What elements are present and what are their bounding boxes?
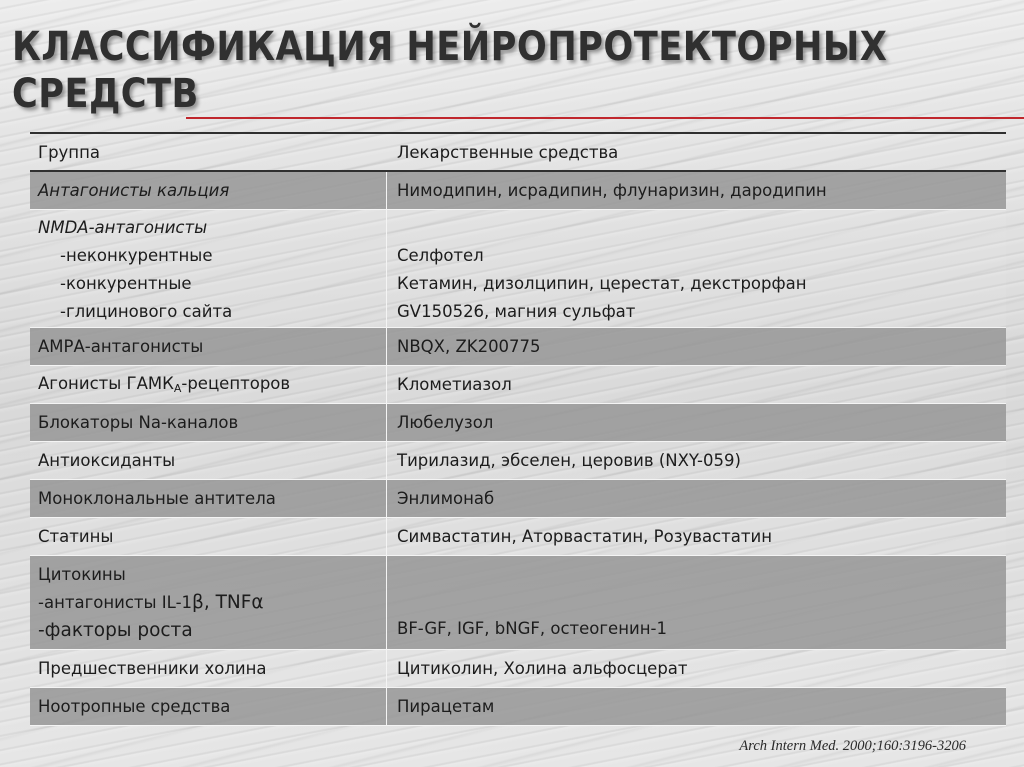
drugs-cell: Тирилазид, эбселен, церовив (NXY-059) bbox=[397, 451, 741, 470]
drugs-cell: NBQX, ZK200775 bbox=[397, 337, 541, 356]
group-subtype: -глицинового сайта bbox=[60, 302, 233, 321]
slide-title-line-2: СРЕДСТВ bbox=[12, 71, 199, 117]
group-cell: Агонисты $ГАМК_А$-рецепторов bbox=[38, 374, 291, 395]
table-row bbox=[30, 556, 1006, 650]
drugs-cell: Пирацетам bbox=[397, 697, 495, 716]
table-row bbox=[30, 366, 1006, 404]
group-cell: Статины bbox=[38, 527, 114, 546]
table-row bbox=[30, 210, 1006, 328]
group-subtype: -неконкурентные bbox=[60, 246, 213, 265]
group-subtype: -антагонисты IL-1β, TNFα bbox=[38, 592, 264, 613]
group-cell: Цитокины bbox=[38, 565, 126, 584]
table-row bbox=[30, 404, 1006, 442]
drugs-cell: BF-GF, IGF, bNGF, остеогенин-1 bbox=[397, 619, 667, 638]
column-header-group: Группа bbox=[38, 142, 100, 162]
slide-title bbox=[12, 24, 892, 118]
table-row bbox=[30, 688, 1006, 726]
drugs-cell: Клометиазол bbox=[397, 375, 512, 394]
drugs-cell: Симвастатин, Аторвастатин, Розувастатин bbox=[397, 527, 772, 546]
group-subtype: -факторы роста bbox=[38, 620, 193, 641]
table-row bbox=[30, 442, 1006, 480]
drugs-cell: Кетамин, дизолципин, церестат, декстрорфан bbox=[397, 274, 807, 293]
drugs-cell: Селфотел bbox=[397, 246, 484, 265]
title-accent-rule bbox=[186, 117, 1024, 119]
classification-table bbox=[30, 132, 1006, 726]
drugs-cell: GV150526, магния сульфат bbox=[397, 302, 636, 321]
drugs-cell: Любелузол bbox=[397, 413, 494, 432]
table-row bbox=[30, 518, 1006, 556]
table-row bbox=[30, 328, 1006, 366]
drugs-cell: Цитиколин, Холина альфосцерат bbox=[397, 659, 688, 678]
table-row bbox=[30, 650, 1006, 688]
table-row bbox=[30, 172, 1006, 210]
slide-title-line-1: КЛАССИФИКАЦИЯ НЕЙРОПРОТЕКТОРНЫХ bbox=[12, 24, 888, 70]
citation: Arch Intern Med. 2000;160:3196-3206 bbox=[739, 738, 966, 754]
group-cell: NMDA-антагонисты bbox=[38, 218, 208, 237]
group-cell: Предшественники холина bbox=[38, 659, 267, 678]
group-cell: Моноклональные антитела bbox=[38, 489, 276, 508]
group-cell: Ноотропные средства bbox=[38, 697, 231, 716]
table-row bbox=[30, 480, 1006, 518]
drugs-cell: Нимодипин, исрадипин, флунаризин, дародипин bbox=[397, 181, 827, 200]
group-subtype: -конкурентные bbox=[60, 274, 192, 293]
column-header-drugs: Лекарственные средства bbox=[397, 142, 619, 162]
group-cell: Блокаторы Na-каналов bbox=[38, 413, 239, 432]
table-header-row bbox=[30, 134, 1006, 172]
group-cell: Антагонисты кальция bbox=[38, 181, 230, 200]
group-cell: Антиоксиданты bbox=[38, 451, 176, 470]
group-cell: АМРА-антагонисты bbox=[38, 337, 204, 356]
drugs-cell: Энлимонаб bbox=[397, 489, 495, 508]
